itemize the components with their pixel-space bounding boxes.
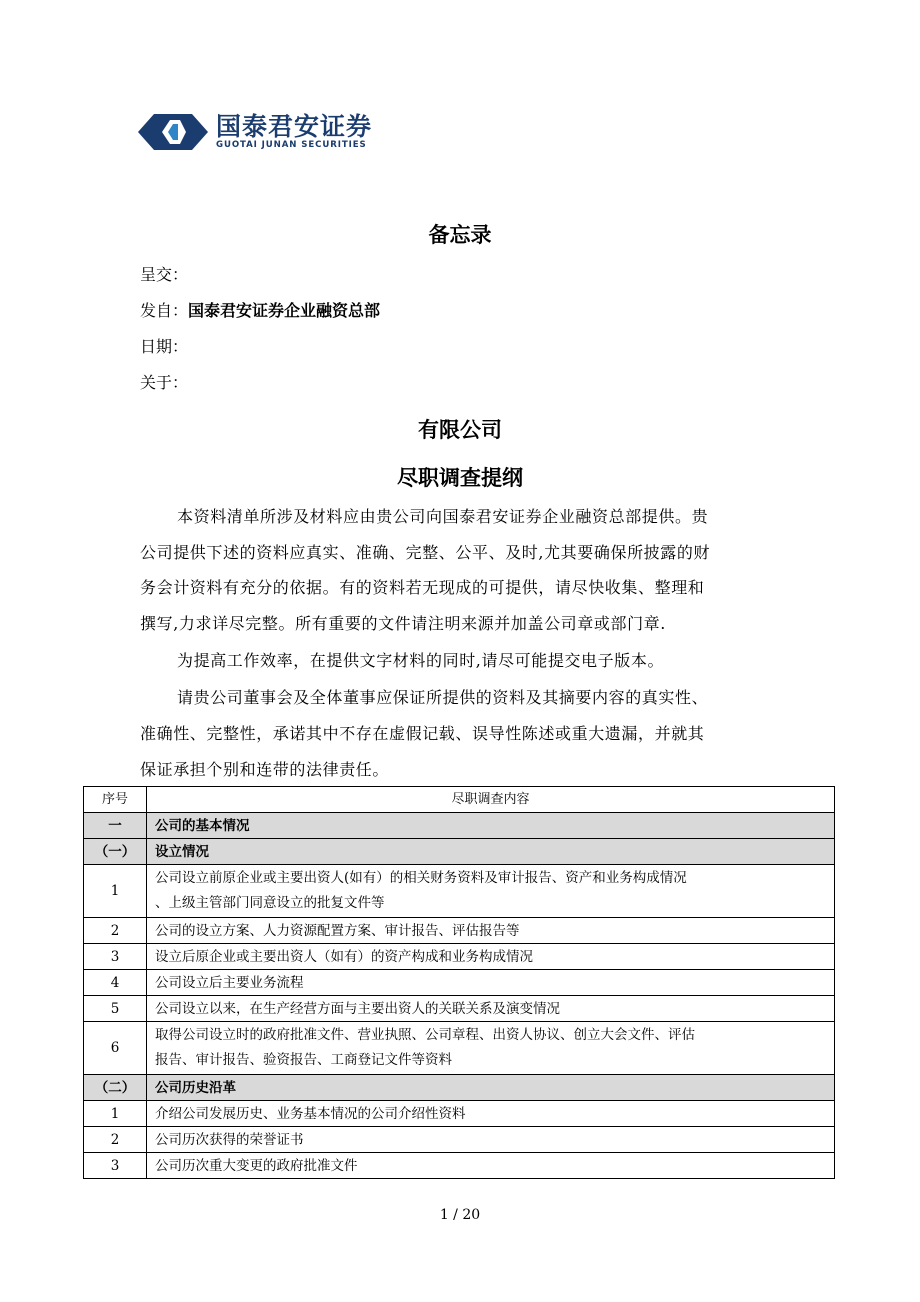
subject-line (140, 373, 188, 393)
section-row (84, 813, 835, 839)
company-name: 有限公司 (418, 418, 502, 442)
subsection-title: 公司历史沿革 (147, 1075, 835, 1101)
date-label: 日期： (140, 337, 189, 356)
memo-title: 备忘录 (428, 223, 492, 247)
row-number: 5 (84, 996, 147, 1022)
subsection-number: （一） (84, 839, 147, 865)
table-row (84, 865, 835, 918)
paragraph-1-line-3: 务会计资料有充分的依据。有的资料若无现成的可提供，请尽快收集、整理和 (140, 578, 705, 597)
subsection-row (84, 1075, 835, 1101)
logo-hexagon-icon (136, 112, 210, 152)
company-logo (136, 112, 372, 152)
subject-label: 关于： (140, 373, 189, 392)
to-label: 呈交： (140, 265, 189, 284)
from-label: 发自： (140, 301, 189, 320)
row-content: 公司历次重大变更的政府批准文件 (147, 1153, 835, 1179)
row-content: 公司设立以来，在生产经营方面与主要出资人的关联关系及演变情况 (147, 996, 835, 1022)
row-number: 2 (84, 918, 147, 944)
row-content-line: 公司设立前原企业或主要出资人(如有）的相关财务资料及审计报告、资产和业务构成情况 (155, 870, 687, 886)
row-number: 3 (84, 1153, 147, 1179)
paragraph-3-line-2: 准确性、完整性，承诺其中不存在虚假记载、误导性陈述或重大遗漏，并就其 (140, 724, 705, 743)
subsection-number: （二） (84, 1075, 147, 1101)
from-line (140, 301, 380, 321)
row-content: 公司设立后主要业务流程 (147, 970, 835, 996)
row-number: 6 (84, 1022, 147, 1075)
subsection-title: 设立情况 (147, 839, 835, 865)
logo-english-name: GUOTAI JUNAN SECURITIES (216, 140, 367, 150)
paragraph-3-line-3: 保证承担个别和连带的法律责任。 (140, 760, 390, 779)
row-content (147, 1022, 835, 1075)
subsection-row (84, 839, 835, 865)
table-row (84, 1153, 835, 1179)
table-row (84, 1101, 835, 1127)
from-value: 国泰君安证券企业融资总部 (188, 301, 381, 320)
section-title: 公司的基本情况 (147, 813, 835, 839)
to-line (140, 265, 188, 285)
row-content: 公司历次获得的荣誉证书 (147, 1127, 835, 1153)
table-row (84, 1022, 835, 1075)
due-diligence-table (83, 786, 835, 1179)
row-content-line: 取得公司设立时的政府批准文件、营业执照、公司章程、出资人协议、创立大会文件、评估 (155, 1027, 695, 1043)
logo-chinese-name: 国泰君安证券 (216, 112, 373, 141)
header-number: 序号 (84, 787, 147, 813)
table-header-row (84, 787, 835, 813)
row-content: 设立后原企业或主要出资人（如有）的资产构成和业务构成情况 (147, 944, 835, 970)
table-row (84, 1127, 835, 1153)
section-number: 一 (84, 813, 147, 839)
header-content: 尽职调查内容 (147, 787, 835, 813)
row-number: 4 (84, 970, 147, 996)
table-row (84, 944, 835, 970)
paragraph-1-line-1: 本资料清单所涉及材料应由贵公司向国泰君安证券企业融资总部提供。贵 (177, 507, 709, 526)
date-line (140, 337, 188, 357)
row-content-line: 报告、审计报告、验资报告、工商登记文件等资料 (155, 1052, 452, 1068)
paragraph-1-line-4: 撰写,力求详尽完整。所有重要的文件请注明来源并加盖公司章或部门章. (140, 614, 666, 633)
paragraph-2: 为提高工作效率，在提供文字材料的同时,请尽可能提交电子版本。 (177, 651, 665, 670)
row-number: 1 (84, 1101, 147, 1127)
row-content-line: 、上级主管部门同意设立的批复文件等 (155, 895, 385, 911)
table-row (84, 996, 835, 1022)
page-number: 1 / 20 (439, 1207, 481, 1223)
row-number: 2 (84, 1127, 147, 1153)
row-number: 3 (84, 944, 147, 970)
table-row (84, 918, 835, 944)
row-content: 公司的设立方案、人力资源配置方案、审计报告、评估报告等 (147, 918, 835, 944)
row-number: 1 (84, 865, 147, 918)
row-content (147, 865, 835, 918)
paragraph-3-line-1: 请贵公司董事会及全体董事应保证所提供的资料及其摘要内容的真实性、 (177, 688, 709, 707)
document-title: 尽职调查提纲 (397, 466, 523, 490)
paragraph-1-line-2: 公司提供下述的资料应真实、准确、完整、公平、及时,尤其要确保所披露的财 (140, 543, 711, 562)
table-row (84, 970, 835, 996)
row-content: 介绍公司发展历史、业务基本情况的公司介绍性资料 (147, 1101, 835, 1127)
